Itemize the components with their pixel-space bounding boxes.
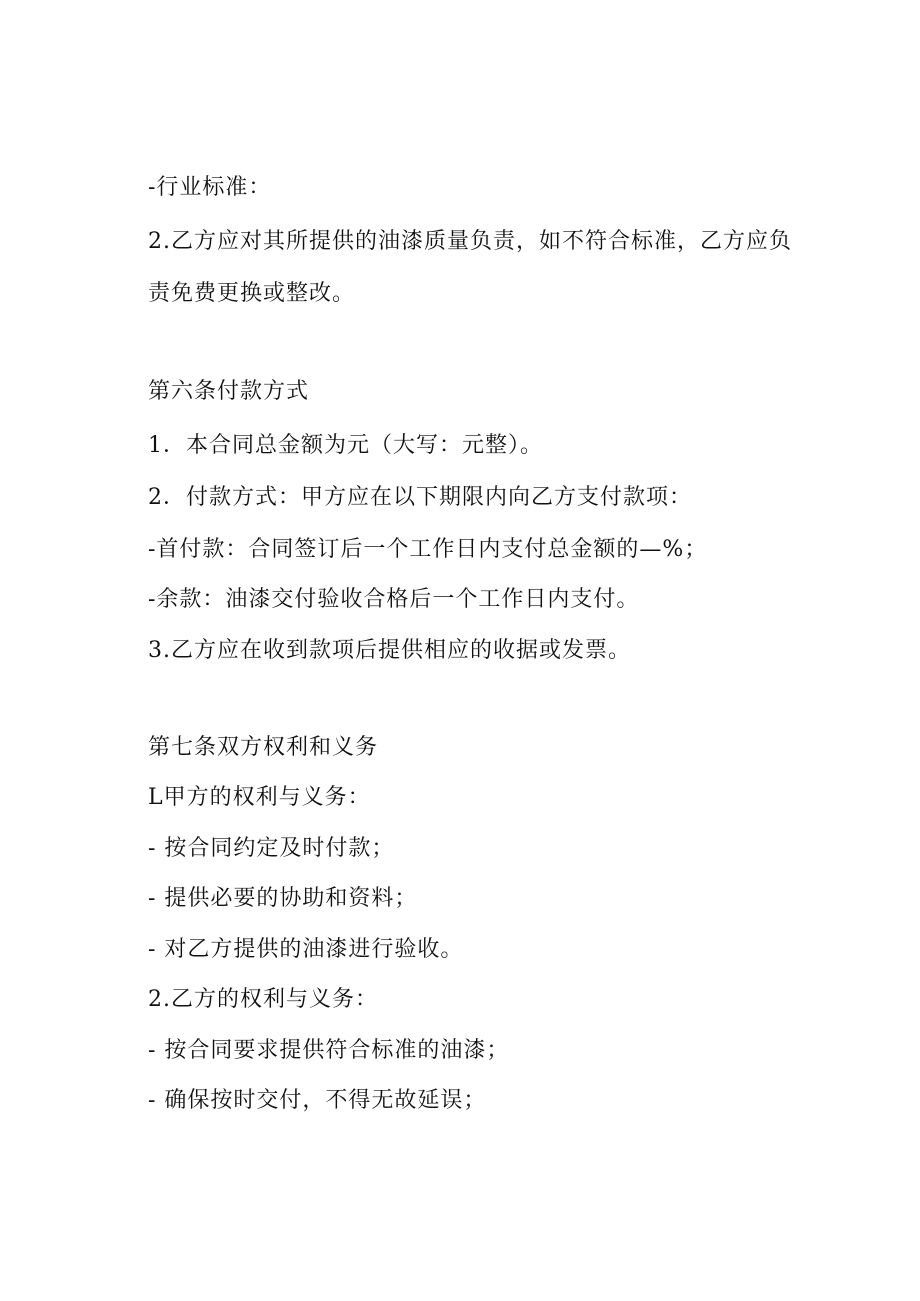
down-payment-line: -首付款：合同签订后一个工作日内支付总金额的—%； <box>148 537 708 562</box>
party-a-item-3: - 对乙方提供的油漆进行验收。 <box>148 937 464 962</box>
party-a-rights-heading: L甲方的权利与义务： <box>148 785 371 810</box>
article-6-heading: 第六条付款方式 <box>148 379 310 404</box>
total-amount-line: 1．本合同总金额为元（大写：元整）。 <box>148 433 543 458</box>
payment-method-line: 2．付款方式：甲方应在以下期限内向乙方支付款项： <box>148 485 692 510</box>
party-a-item-2: - 提供必要的协助和资料； <box>148 886 418 911</box>
industry-standard-line: -行业标准： <box>148 175 272 200</box>
party-a-item-1: - 按合同约定及时付款； <box>148 836 395 861</box>
receipt-line: 3.乙方应在收到款项后提供相应的收据或发票。 <box>148 638 631 663</box>
article-7-heading: 第七条双方权利和义务 <box>148 735 379 760</box>
quality-clause-line-1: 2.乙方应对其所提供的油漆质量负责，如不符合标准，乙方应负 <box>148 229 792 254</box>
party-b-rights-heading: 2.乙方的权利与义务： <box>148 987 378 1012</box>
party-b-item-2: - 确保按时交付，不得无故延误； <box>148 1088 487 1113</box>
balance-payment-line: -余款：油漆交付验收合格后一个工作日内支付。 <box>148 587 640 612</box>
quality-clause-line-2: 责免费更换或整改。 <box>148 281 356 306</box>
party-b-item-1: - 按合同要求提供符合标准的油漆； <box>148 1038 510 1063</box>
